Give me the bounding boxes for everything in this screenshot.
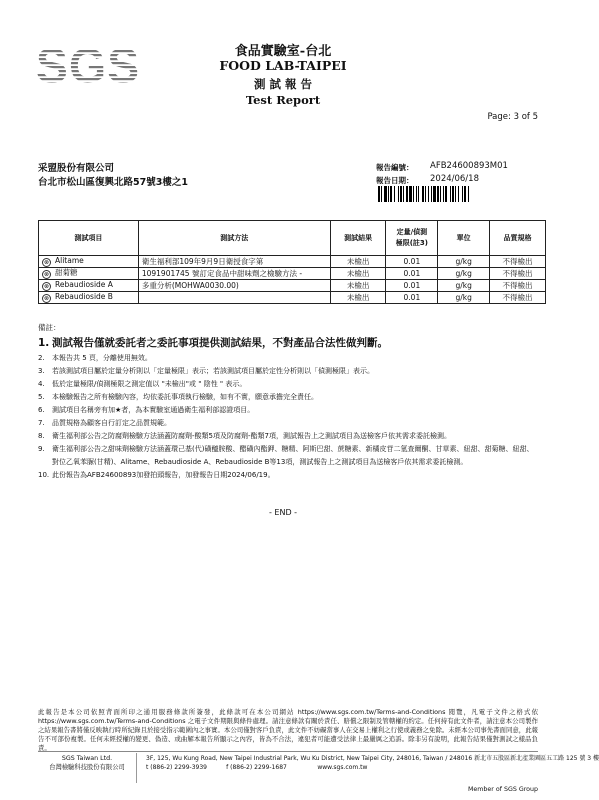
barcode-bar (422, 186, 424, 202)
note-item: 10. 此份報告為AFB24600893加發拍頭報告，加發報告日期2024/06/19。 (38, 469, 538, 482)
cell-result: 未檢出 (330, 256, 386, 268)
item-name: Rebaudioside A (55, 280, 113, 289)
barcode-bar (462, 186, 463, 202)
col-header-loq-line1: 定量/偵測 (396, 228, 428, 236)
barcode-bar (418, 186, 419, 202)
cell-result: 未檢出 (330, 280, 386, 292)
cell-spec: 不得檢出 (490, 280, 546, 292)
col-header-loq-line2: 極限(註3) (395, 239, 429, 247)
barcode-bar (390, 186, 392, 202)
barcode-bar (425, 186, 426, 202)
note-item: 2. 本報告共 5 頁，分離使用無效。 (38, 352, 538, 365)
cell-unit: g/kg (438, 280, 490, 292)
lab-name-en: FOOD LAB-TAIPEI (219, 58, 347, 73)
table-row (39, 292, 546, 304)
barcode-bar (445, 186, 447, 202)
barcode-bar (406, 186, 408, 202)
report-barcode (378, 186, 528, 202)
report-number: AFB24600893M01 (430, 161, 508, 171)
note-item: 3. 若該測試項目屬於定量分析則以「定量極限」表示；若該測試項目屬於定性分析則以「偵測極限」表示。 (38, 365, 538, 378)
col-header-result: 測試結果 (330, 221, 386, 256)
cell-method: 1091901745 號訂定食品中甜味劑之檢驗方法 - (138, 268, 330, 280)
cell-spec: 不得檢出 (490, 268, 546, 280)
notes-title: 備註： (38, 323, 61, 332)
cell-unit: g/kg (438, 256, 490, 268)
note-text: 此份報告為AFB24600893加發拍頭報告，加發報告日期2024/06/19。 (52, 471, 275, 479)
barcode-bar (452, 186, 454, 202)
note-text: 品質規格為顧客自行訂定之品質規範。 (52, 419, 171, 427)
col-header-method: 測試方法 (138, 221, 330, 256)
barcode-bar (458, 186, 459, 202)
sgs-logo-text: SGS (35, 40, 141, 93)
note-item: 1. 測試報告僅就委託者之委託事項提供測試結果，不對產品合法性做判斷。 (38, 334, 538, 352)
barcode-bar (428, 186, 429, 202)
note-text: 衛生福利部公告之防腐劑檢驗方法涵蓋防腐劑-酸類5項及防腐劑-酯類7項，測試報告上之測試項目為送檢客戶依其需求委託檢測。 (52, 432, 451, 440)
cross-circle-icon: ⊗ (43, 259, 50, 266)
cell-item (39, 292, 139, 304)
cell-spec: 不得檢出 (490, 256, 546, 268)
footer-divider (38, 751, 538, 752)
table-row (39, 280, 546, 292)
cell-spec: 不得檢出 (490, 292, 546, 304)
barcode-bar (403, 186, 404, 202)
cross-circle-icon: ⊗ (43, 295, 50, 302)
barcode-bar (450, 186, 451, 202)
note-text: 測試報告僅就委託者之委託事項提供測試結果，不對產品合法性做判斷。 (52, 337, 388, 349)
footer-vertical-divider (136, 753, 137, 783)
footer-fax: f (886-2) 2299-1687 (226, 764, 287, 771)
report-number-label: 報告編號： (376, 163, 414, 172)
footer-company-en: SGS Taiwan Ltd. (61, 755, 113, 762)
col-header-item: 測試項目 (39, 221, 139, 256)
note-text: 本報告共 5 頁，分離使用無效。 (52, 354, 152, 362)
note-item: 6. 測試項目名稱旁有加★者，為本實驗室通過衛生福利部認證項目。 (38, 404, 538, 417)
note-item: 8. 衛生福利部公告之防腐劑檢驗方法涵蓋防腐劑-酸類5項及防腐劑-酯類7項，測試報告上之測試項目為送檢客戶依其需求委託檢測。 (38, 430, 538, 443)
cell-loq: 0.01 (386, 280, 438, 292)
footer-phone-line (146, 763, 546, 772)
note-text: 本檢驗報告之所有檢驗內容，均依委託事項執行檢驗，如有不實，願意承擔完全責任。 (52, 393, 318, 401)
barcode-bar (409, 186, 412, 202)
report-date-label: 報告日期： (376, 176, 414, 185)
barcode-bar (378, 186, 380, 202)
barcode-bar (468, 186, 469, 202)
cell-method: 多重分析(MOHWA0030.00) (138, 280, 330, 292)
cell-method: 衛生福利部109年9月9日衛授食字第 (138, 256, 330, 268)
barcode-bar (416, 186, 417, 202)
cell-method (138, 292, 330, 304)
item-name: 甜菊糖 (55, 268, 78, 277)
barcode-bar (437, 186, 439, 202)
lab-name-zh: 食品實驗室-台北 (234, 44, 332, 59)
footer-address-en: 3F, 125, Wu Kung Road, New Taipei Industrial Park, Wu Ku District, New Taipei City, 248016, Taiwan (146, 755, 444, 762)
footer-address-line (146, 754, 599, 763)
cell-item (39, 268, 139, 280)
cell-loq: 0.01 (386, 292, 438, 304)
footer-tel: t (886-2) 2299-3939 (146, 764, 207, 771)
barcode-bar (431, 186, 432, 202)
barcode-bar (464, 186, 466, 202)
cell-result: 未檢出 (330, 268, 386, 280)
item-name: Alitame (55, 256, 84, 265)
report-date: 2024/06/18 (430, 174, 479, 184)
end-marker: - END - (268, 508, 298, 517)
client-name: 采盟股份有限公司 (38, 163, 115, 174)
notes-list (38, 334, 538, 482)
col-header-loq (386, 221, 438, 256)
barcode-bar (388, 186, 389, 202)
cross-circle-icon: ⊗ (43, 271, 50, 278)
report-title-en: Test Report (245, 93, 321, 107)
table-row (39, 256, 546, 268)
barcode-bar (384, 186, 387, 202)
footer-address-zh: / 248016 新北市五股區新北產業園區五工路 125 號 3 樓 (445, 755, 599, 762)
table-header-row (39, 221, 546, 256)
footer-website[interactable]: www.sgs.com.tw (317, 764, 368, 771)
client-address: 台北市松山區復興北路57號3樓之1 (38, 177, 188, 188)
col-header-spec: 品質規格 (490, 221, 546, 256)
note-item: 5. 本檢驗報告之所有檢驗內容，均依委託事項執行檢驗，如有不實，願意承擔完全責任。 (38, 391, 538, 404)
legal-disclaimer: 此報告是本公司依照背面所印之通用服務條款所簽發，此條款可在本公司網站 https://www.sgs.com.tw/Terms-and-Conditions 閱覽，凡電子文件之格式依 https://www.sgs.com.tw/Terms-and-Conditions 之電子文件期限與條件處理。請注意條款有關於責任、賠償之限制及管轄權的約定。任何持有此文件者，請注意本公司製作之結果報告書將僅反映執行時所紀錄且於接受指示範圍內之事實。本公司僅對客戶負責，此文件不妨礙當事人在交易上權利之行使或義務之免除。未經本公司事先書面同意，此報告不可部份複製。任何未經授權的變更、偽造、或曲解本報告所顯示之內容，皆為不合法，違犯者可能遭受法律上最嚴厲之追訴。除非另有說明，此報告結果僅對測試之樣品負責。 (38, 708, 538, 752)
page-number: Page: 3 of 5 (487, 112, 538, 122)
note-text: 低於定量極限/偵測極限之測定值以 "未檢出"或 " 陰性 " 表示。 (52, 380, 247, 388)
footer-company-zh: 台灣檢驗科技股份有限公司 (49, 764, 125, 771)
cell-result: 未檢出 (330, 292, 386, 304)
item-name: Rebaudioside B (55, 292, 113, 301)
barcode-bar (413, 186, 414, 202)
barcode-bar (381, 186, 382, 202)
report-title-zh: 測 試 報 告 (253, 77, 312, 91)
cell-loq: 0.01 (386, 256, 438, 268)
cell-item (39, 256, 139, 268)
note-item: 9. 衛生福利部公告之甜味劑檢驗方法涵蓋環己基(代)磺醯胺酸、醋磺內酯鉀、糖精、阿斯巴甜、蔗糖素、新橘皮苷二氫查爾酮、甘草素、紐甜、甜菊糖、紐甜、對位乙氧苯脲(甘精)、Alitame、Rebaudioside A、Rebaudioside B等13項，測試報告上之測試項目為送檢客戶依其需求委託檢測。 (38, 443, 538, 469)
cell-item (39, 280, 139, 292)
footer-contact (146, 754, 599, 772)
cell-loq: 0.01 (386, 268, 438, 280)
results-table (38, 220, 546, 304)
barcode-bar (443, 186, 444, 202)
barcode-bar (455, 186, 456, 202)
barcode-bar (394, 186, 395, 202)
member-of-sgs-group: Member of SGS Group (467, 786, 538, 793)
footer-company (38, 754, 136, 772)
barcode-bar (400, 186, 402, 202)
cross-circle-icon: ⊗ (43, 283, 50, 290)
note-text: 若該測試項目屬於定量分析則以「定量極限」表示；若該測試項目屬於定性分析則以「偵測極限」表示。 (52, 367, 374, 375)
note-text: 測試項目名稱旁有加★者，為本實驗室通過衛生福利部認證項目。 (52, 406, 255, 414)
cell-unit: g/kg (438, 268, 490, 280)
barcode-bar (440, 186, 441, 202)
note-item: 7. 品質規格為顧客自行訂定之品質規範。 (38, 417, 538, 430)
cell-unit: g/kg (438, 292, 490, 304)
col-header-unit: 單位 (438, 221, 490, 256)
note-text: 衛生福利部公告之甜味劑檢驗方法涵蓋環己基(代)磺醯胺酸、醋磺內酯鉀、糖精、阿斯巴甜、蔗糖素、新橘皮苷二氫查爾酮、甘草素、紐甜、甜菊糖、紐甜、對位乙氧苯脲(甘精)、Alitame、Rebaudioside A、Rebaudioside B等13項，測試報告上之測試項目為送檢客戶依其需求委託檢測。 (52, 445, 534, 466)
table-row (39, 268, 546, 280)
barcode-bar (398, 186, 399, 202)
barcode-bar (433, 186, 436, 202)
note-item: 4. 低於定量極限/偵測極限之測定值以 "未檢出"或 " 陰性 " 表示。 (38, 378, 538, 391)
